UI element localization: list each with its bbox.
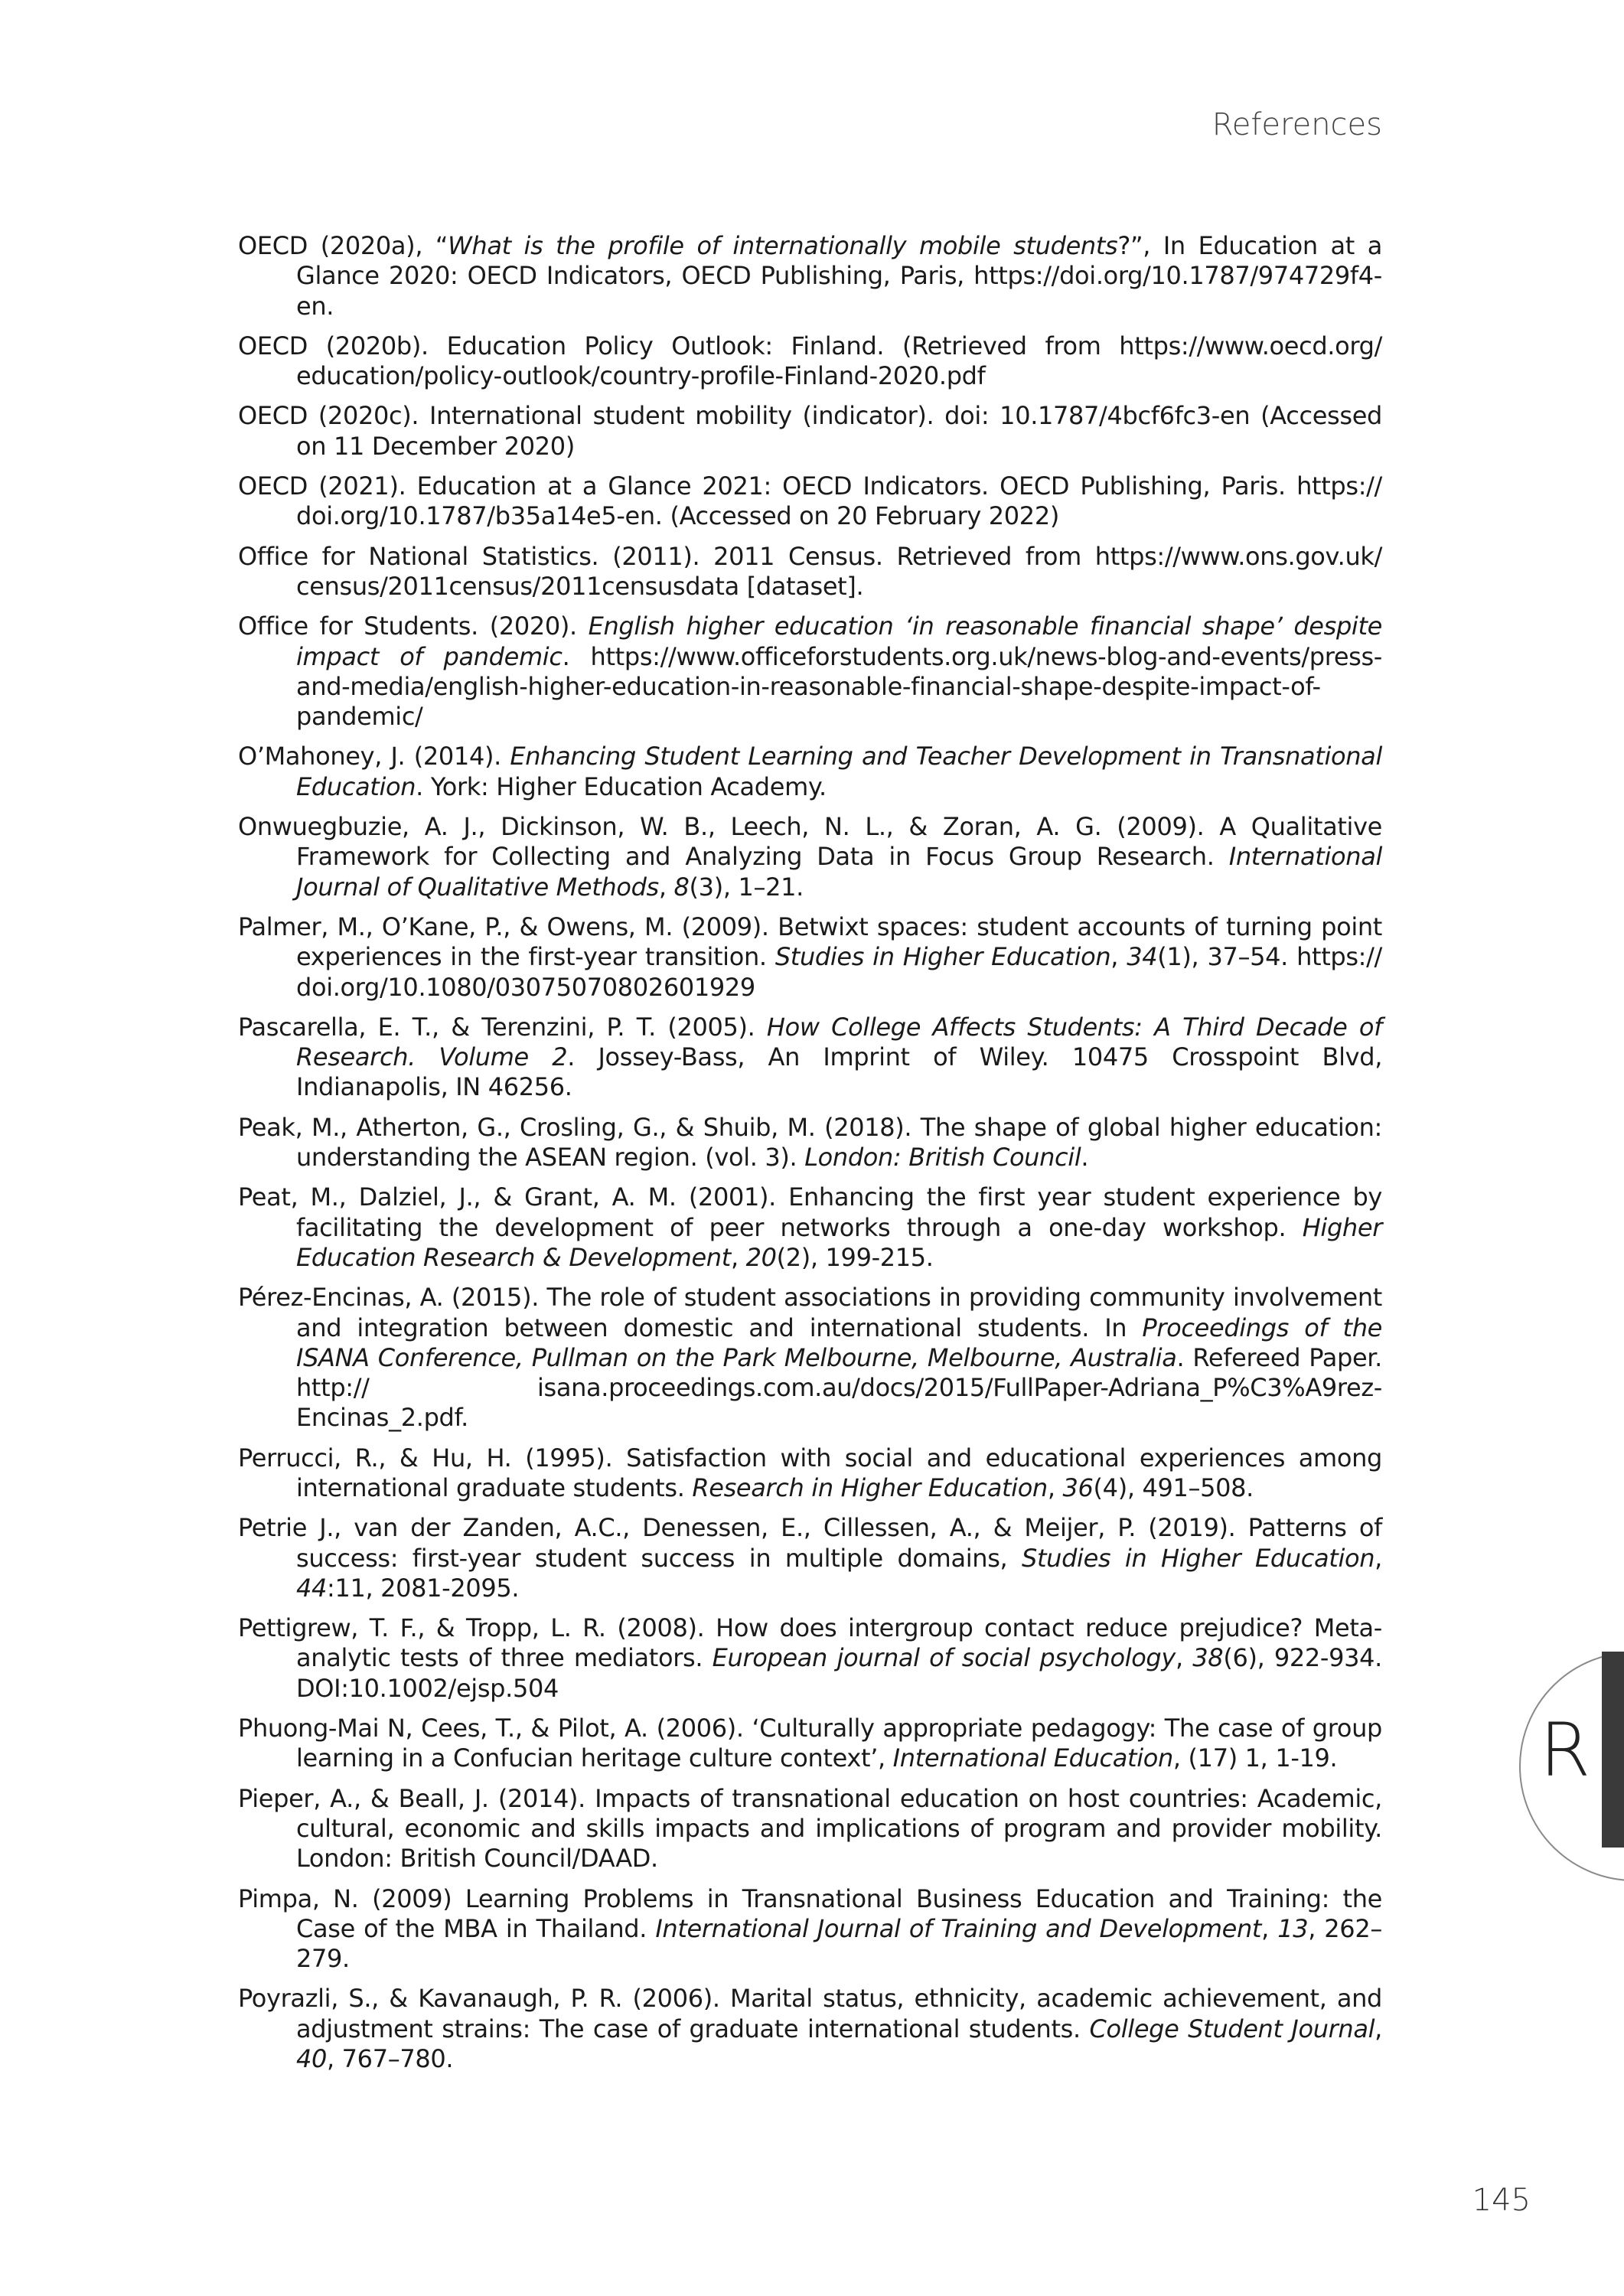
reference-text: , (1047, 1473, 1063, 1502)
reference-text: . Jossey-Bass, An Imprint of Wiley. 10475 Crosspoint Blvd, Indianapolis, IN 46256. (296, 1042, 1383, 1102)
reference-italic-text: 40 (296, 2044, 328, 2074)
reference-entry (238, 471, 1382, 532)
reference-text: (3), 1–21. (689, 872, 804, 902)
reference-italic-text: Higher Education Research & Development (296, 1212, 1382, 1272)
reference-italic-text: 36 (1062, 1473, 1094, 1502)
reference-entry (238, 1714, 1382, 1774)
reference-italic-text: International Journal of Training and Development (655, 1913, 1262, 1943)
reference-italic-text: International Journal of Qualitative Methods (296, 842, 1382, 902)
section-tab-bar (1602, 1652, 1624, 1848)
reference-text: OECD (2020b). Education Policy Outlook: Finland. (Retrieved from https://www.oecd.org/ education/policy-outlook/country-profile-Finland-2020.pdf (238, 331, 1382, 391)
reference-entry (238, 1013, 1382, 1103)
reference-italic-text: College Student Journal (1089, 2014, 1375, 2043)
reference-italic-text: International Education (892, 1743, 1173, 1773)
reference-entry (238, 401, 1382, 461)
running-head: References (1211, 107, 1382, 142)
reference-text: Palmer, M., O’Kane, P., & Owens, M. (2009). Betwixt spaces: student accounts of turning point experiences in the first-year transition. (238, 912, 1382, 972)
reference-entry (238, 1113, 1382, 1173)
reference-text: (2), 199-215. (776, 1242, 934, 1272)
reference-text: Pettigrew, T. F., & Tropp, L. R. (2008). How does intergroup contact reduce prejudice? Meta-analytic tests of three mediators. (238, 1613, 1382, 1673)
reference-text: Pimpa, N. (2009) Learning Problems in Transnational Business Education and Training: the Case of the MBA in Thailand. (238, 1883, 1382, 1943)
reference-text: Pascarella, E. T., & Terenzini, P. T. (2005). (238, 1012, 767, 1042)
reference-entry (238, 612, 1382, 732)
reference-text: :11, 2081-2095. (327, 1573, 520, 1603)
reference-text: (1), 37–54. https:// doi.org/10.1080/03075070802601929 (296, 942, 1382, 1002)
reference-italic-text: Studies in Higher Education (1022, 1543, 1375, 1573)
reference-text: Onwuegbuzie, A. J., Dickinson, W. B., Leech, N. L., & Zoran, A. G. (2009). A Qualitative Framework for Collecting and Analyzing Data in Focus Group Research. (238, 812, 1382, 872)
reference-italic-text: European journal of social psychology (712, 1643, 1176, 1673)
reference-text: , (1375, 2014, 1382, 2043)
reference-text: OECD (2021). Education at a Glance 2021: OECD Indicators. OECD Publishing, Paris. https:// doi.org/10.1787/b35a14e5-en. (Accessed on 20 February 2022) (238, 471, 1382, 531)
reference-text: , (1261, 1913, 1278, 1943)
reference-text: . (1081, 1143, 1089, 1172)
reference-text: , (17) 1, 1-19. (1172, 1743, 1338, 1773)
reference-text: (4), 491–508. (1093, 1473, 1254, 1502)
reference-entry (238, 1443, 1382, 1504)
reference-italic-text: What is the profile of internationally mobile students (448, 231, 1118, 260)
reference-text: . https://www.officeforstudents.org.uk/news-blog-and-events/press-and-media/english-higher-education-in-reasonable-financial-shape-despite-impact-of-pandemic/ (296, 641, 1382, 732)
reference-italic-text: London: British Council (804, 1143, 1081, 1172)
section-tab-letter: R (1539, 1707, 1591, 1793)
reference-entry (238, 1984, 1382, 2074)
reference-italic-text: Studies in Higher Education (774, 942, 1111, 972)
page-number: 145 (1472, 2183, 1531, 2218)
reference-italic-text: 38 (1192, 1643, 1224, 1673)
reference-italic-text: How College Affects Students: A Third Decade of Research. Volume 2 (296, 1012, 1382, 1072)
reference-text: Pérez-Encinas, A. (2015). The role of student associations in providing community involvement and integration between domestic and international students. In (238, 1283, 1382, 1342)
reference-entry (238, 1884, 1382, 1975)
reference-entry (238, 1283, 1382, 1433)
reference-text: Pieper, A., & Beall, J. (2014). Impacts of transnational education on host countries: Academic, cultural, economic and skills impacts and implications of program and provider mobility. London: British Council/DAAD. (238, 1783, 1382, 1874)
reference-entry (238, 331, 1382, 392)
reference-entry (238, 542, 1382, 602)
reference-text: . Refereed Paper. http:// isana.proceedings.com.au/docs/2015/FullPaper-Adriana_P%C3%A9rez-Encinas_2.pdf. (296, 1342, 1382, 1433)
reference-italic-text: 34 (1127, 942, 1158, 972)
reference-italic-text: 8 (673, 872, 690, 902)
reference-text: , (1375, 1543, 1382, 1573)
reference-text: Perrucci, R., & Hu, H. (1995). Satisfaction with social and educational experiences among international graduate students. (238, 1443, 1382, 1502)
reference-entry (238, 1613, 1382, 1704)
reference-italic-text: Proceedings of the ISANA Conference, Pullman on the Park Melbourne, Melbourne, Australia (296, 1313, 1383, 1372)
reference-text: Peak, M., Atherton, G., Crosling, G., & Shuib, M. (2018). The shape of global higher education: understanding the ASEAN region. (vol. 3). (238, 1112, 1382, 1172)
reference-list (238, 231, 1382, 2084)
reference-text: , (1176, 1643, 1193, 1673)
reference-italic-text: 20 (745, 1242, 777, 1272)
reference-entry (238, 742, 1382, 802)
reference-entry (238, 912, 1382, 1003)
reference-text: OECD (2020c). International student mobility (indicator). doi: 10.1787/4bcf6fc3-en (Accessed on 11 December 2020) (238, 401, 1382, 461)
reference-text: , 262– 279. (296, 1913, 1382, 1974)
reference-text: Phuong-Mai N, Cees, T., & Pilot, A. (2006). ‘Culturally appropriate pedagogy: The case of group learning in a Confucian heritage culture context’, (238, 1714, 1382, 1773)
reference-entry (238, 1182, 1382, 1273)
reference-text: OECD (2020a), “ (238, 231, 448, 260)
reference-text: Peat, M., Dalziel, J., & Grant, A. M. (2001). Enhancing the first year student experience by facilitating the development of peer networks through a one-day workshop. (238, 1182, 1382, 1242)
reference-italic-text: 13 (1277, 1913, 1309, 1943)
reference-text: , (730, 1242, 746, 1272)
reference-entry (238, 1513, 1382, 1603)
reference-text: , (1110, 942, 1127, 972)
reference-entry (238, 1784, 1382, 1874)
reference-text: O’Mahoney, J. (2014). (238, 742, 510, 771)
reference-entry (238, 231, 1382, 321)
reference-text: ?”, In Education at a Glance 2020: OECD Indicators, OECD Publishing, Paris, https://doi.org/10.1787/974729f4-en. (296, 231, 1382, 321)
reference-text: , 767–780. (327, 2044, 454, 2074)
reference-text: Office for National Statistics. (2011). 2011 Census. Retrieved from https://www.ons.gov.uk/ census/2011census/2011censusdata [dataset]. (238, 541, 1382, 601)
reference-text: . York: Higher Education Academy. (416, 771, 827, 801)
reference-text: , (658, 872, 674, 902)
reference-italic-text: English higher education ‘in reasonable financial shape’ despite impact of pandemic (296, 612, 1382, 671)
reference-italic-text: Research in Higher Education (692, 1473, 1048, 1502)
reference-text: Office for Students. (2020). (238, 612, 589, 641)
reference-text: (6), 922-934. DOI:10.1002/ejsp.504 (296, 1643, 1382, 1703)
reference-italic-text: 44 (296, 1573, 328, 1603)
reference-text: Poyrazli, S., & Kavanaugh, P. R. (2006). Marital status, ethnicity, academic achievement, and adjustment strains: The case of graduate international students. (238, 1984, 1382, 2043)
reference-text: Petrie J., van der Zanden, A.C., Denessen, E., Cillessen, A., & Meijer, P. (2019). Patterns of success: first-year student success in multiple domains, (238, 1513, 1382, 1573)
reference-entry (238, 812, 1382, 902)
reference-italic-text: Enhancing Student Learning and Teacher Development in Transnational Education (296, 742, 1382, 801)
